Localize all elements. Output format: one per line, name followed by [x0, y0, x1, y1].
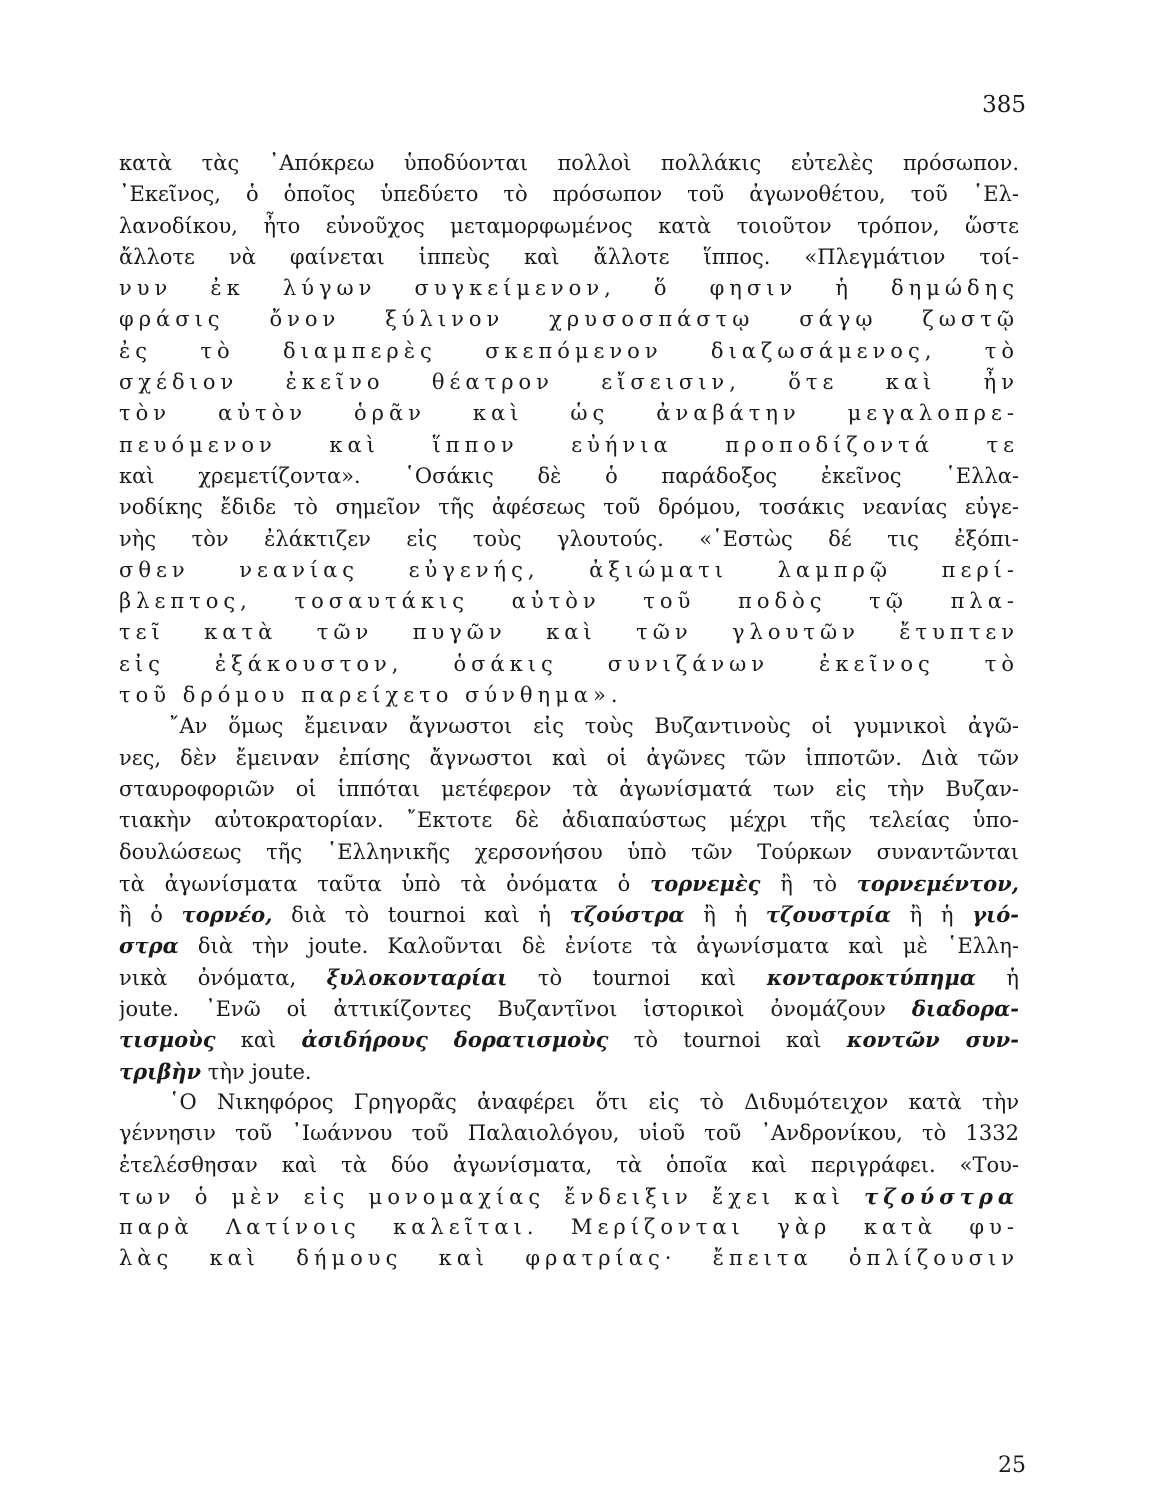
- text-line: δουλώσεως τῆς ῾Ελληνικῆς χερσονήσου ὑπὸ τῶν Τούρκων συναντῶνται: [119, 839, 1019, 864]
- text-line: νες, δὲν ἔμειναν ἐπίσης ἄγνωστοι καὶ οἱ ἀγῶνες τῶν ἱπποτῶν. Διὰ τῶν: [119, 745, 1019, 770]
- bold-term: τορνεμὲς: [650, 870, 761, 896]
- bold-term: ξυλοκονταρίαι: [326, 964, 508, 990]
- bold-term: τορνεμέντον,: [856, 870, 1019, 896]
- bold-term: τζουστρία: [765, 902, 891, 928]
- text-line: σθεν νεανίας εὐγενής, ἀξιώματι λαμπρῷ περί-: [119, 557, 1019, 582]
- text-line: ἐς τὸ διαμπερὲς σκεπόμενον διαζωσάμενος, τὸ: [119, 338, 1019, 363]
- text-run: νικὰ ὀνόματα,: [119, 965, 297, 990]
- text-line: πευόμενον καὶ ἵππον εὐήνια προποδίζοντά τε: [119, 432, 1019, 457]
- text-line: καὶ χρεμετίζοντα». ῾Οσάκις δὲ ὁ παράδοξος ἐκεῖνος ῾Ελλα-: [119, 463, 1019, 488]
- text-run: τὸ tournoi καὶ: [633, 1028, 822, 1053]
- text-line: [119, 1056, 1019, 1087]
- text-run: τὰ ἀγωνίσματα ταῦτα ὑπὸ τὰ ὀνόματα ὁ: [119, 871, 631, 896]
- text-line: νὴς τὸν ἐλάκτιζεν εἰς τοὺς γλουτούς. «῾Εστὼς δέ τις ἐξόπι-: [119, 526, 1019, 551]
- text-run: joute. ᾿Ενῶ οἱ ἀττικίζοντες Βυζαντῖνοι ἱστορικοὶ ὀνομάζουν: [119, 997, 886, 1022]
- text-line: φράσις ὄνον ξύλινον χρυσοσπάστῳ σάγῳ ζωστῷ: [119, 307, 1019, 332]
- bold-term: τζούστρα: [569, 902, 685, 928]
- text-line: σταυροφοριῶν οἱ ἱππόται μετέφερον τὰ ἀγωνίσματά των εἰς τὴν Βυζαν-: [119, 776, 1019, 801]
- bold-term: τριβὴν: [119, 1058, 202, 1084]
- text-run: καὶ: [240, 1028, 277, 1053]
- text-line: λὰς καὶ δήμους καὶ φρατρίας· ἔπειτα ὁπλίζουσιν: [119, 1246, 1019, 1271]
- text-line: ἐτελέσθησαν καὶ τὰ δύο ἀγωνίσματα, τὰ ὁποῖα καὶ περιγράφει. «Του-: [119, 1152, 1019, 1177]
- text-line: [119, 1024, 1019, 1055]
- text-run: ἢ ἡ: [703, 903, 748, 928]
- text-line: ᾿Εκεῖνος, ὁ ὁποῖος ὑπεδύετο τὸ πρόσωπον τοῦ ἀγωνοθέτου, τοῦ ῾Ελ-: [119, 182, 1019, 207]
- text-line: [119, 962, 1019, 993]
- bold-term: τορνέο,: [181, 902, 273, 928]
- bold-term: ἀσιδήρους δορατισμοὺς: [301, 1027, 609, 1053]
- text-run: ἢ ὁ: [119, 903, 163, 928]
- text-line: [119, 993, 1019, 1024]
- bold-term: στρα: [119, 933, 179, 959]
- text-line: κατὰ τὰς ᾿Απόκρεω ὑποδύονται πολλοὶ πολλάκις εὐτελὲς πρόσωπον.: [119, 151, 1019, 175]
- text-run: τὴν joute.: [207, 1059, 312, 1084]
- text-run: ἢ ἡ: [909, 903, 954, 928]
- text-line: ἄλλοτε νὰ φαίνεται ἱππεὺς καὶ ἄλλοτε ἵππος. «Πλεγμάτιον τοί-: [119, 244, 1019, 269]
- text-line: τοῦ δρόμου παρείχετο σύνθημα».: [119, 683, 623, 708]
- text-line: ῎Αν ὅμως ἔμειναν ἄγνωστοι εἰς τοὺς Βυζαντινοὺς οἱ γυμνικοὶ ἀγῶ-: [169, 714, 1019, 739]
- text-line: [119, 868, 1019, 899]
- text-run: ἢ τὸ: [780, 871, 837, 896]
- text-line: ῾Ο Νικηφόρος Γρηγορᾶς ἀναφέρει ὅτι εἰς τὸ Διδυμότειχον κατὰ τὴν: [169, 1089, 1019, 1114]
- bold-term: τζούστρα: [864, 1183, 1019, 1209]
- text-line: [119, 1181, 1019, 1212]
- text-line: εἰς ἐξάκουστον, ὁσάκις συνιζάνων ἐκεῖνος τὸ: [119, 651, 1019, 676]
- text-run: διὰ τὸ tournoi καὶ ἡ: [291, 903, 551, 928]
- text-line: γέννησιν τοῦ ᾿Ιωάννου τοῦ Παλαιολόγου, υἱοῦ τοῦ ᾿Ανδρονίκου, τὸ 1332: [119, 1121, 1019, 1146]
- text-line: νυν ἐκ λύγων συγκείμενον, ὅ φησιν ἡ δημώδης: [119, 276, 1019, 301]
- signature-mark: 25: [998, 1453, 1026, 1478]
- text-line: [119, 930, 1019, 961]
- text-run: των ὁ μὲν εἰς μονομαχίας ἔνδειξιν ἔχει καὶ: [119, 1184, 845, 1209]
- text-line: τὸν αὐτὸν ὁρᾶν καὶ ὡς ἀναβάτην μεγαλοπρε-: [119, 401, 1019, 426]
- text-line: σχέδιον ἐκεῖνο θέατρον εἴσεισιν, ὅτε καὶ ἦν: [119, 370, 1019, 395]
- text-line: τεῖ κατὰ τῶν πυγῶν καὶ τῶν γλουτῶν ἔτυπτεν: [119, 620, 1019, 645]
- text-line: παρὰ Λατίνοις καλεῖται. Μερίζονται γὰρ κατὰ φυ-: [119, 1215, 1019, 1240]
- page-number: 385: [982, 92, 1026, 118]
- text-line: νοδίκης ἔδιδε τὸ σημεῖον τῆς ἀφέσεως τοῦ δρόμου, τοσάκις νεανίας εὐγε-: [119, 495, 1019, 520]
- text-line: βλεπτος, τοσαυτάκις αὐτὸν τοῦ ποδὸς τῷ πλα-: [119, 589, 1019, 614]
- bold-term: κοντῶν συν-: [846, 1027, 1019, 1053]
- text-line: τιακὴν αὐτοκρατορίαν. ῎Εκτοτε δὲ ἀδιαπαύστως μέχρι τῆς τελείας ὑπο-: [119, 808, 1019, 833]
- text-run: ἡ: [1006, 965, 1019, 990]
- bold-term: διαδορα-: [911, 996, 1019, 1022]
- text-run: τὸ tournoi καὶ: [537, 965, 737, 990]
- text-line: [119, 899, 1019, 930]
- bold-term: τισμοὺς: [119, 1027, 216, 1053]
- bold-term: κονταροκτύπημα: [766, 964, 976, 990]
- text-run: διὰ τὴν joute. Καλοῦνται δὲ ἐνίοτε τὰ ἀγωνίσματα καὶ μὲ ῾Ελλη-: [197, 934, 1019, 959]
- bold-term: γιό-: [972, 902, 1019, 928]
- text-line: λανοδίκου, ἦτο εὐνοῦχος μεταμορφωμένος κατὰ τοιοῦτον τρόπον, ὥστε: [119, 213, 1019, 238]
- body-text: [119, 148, 1019, 1275]
